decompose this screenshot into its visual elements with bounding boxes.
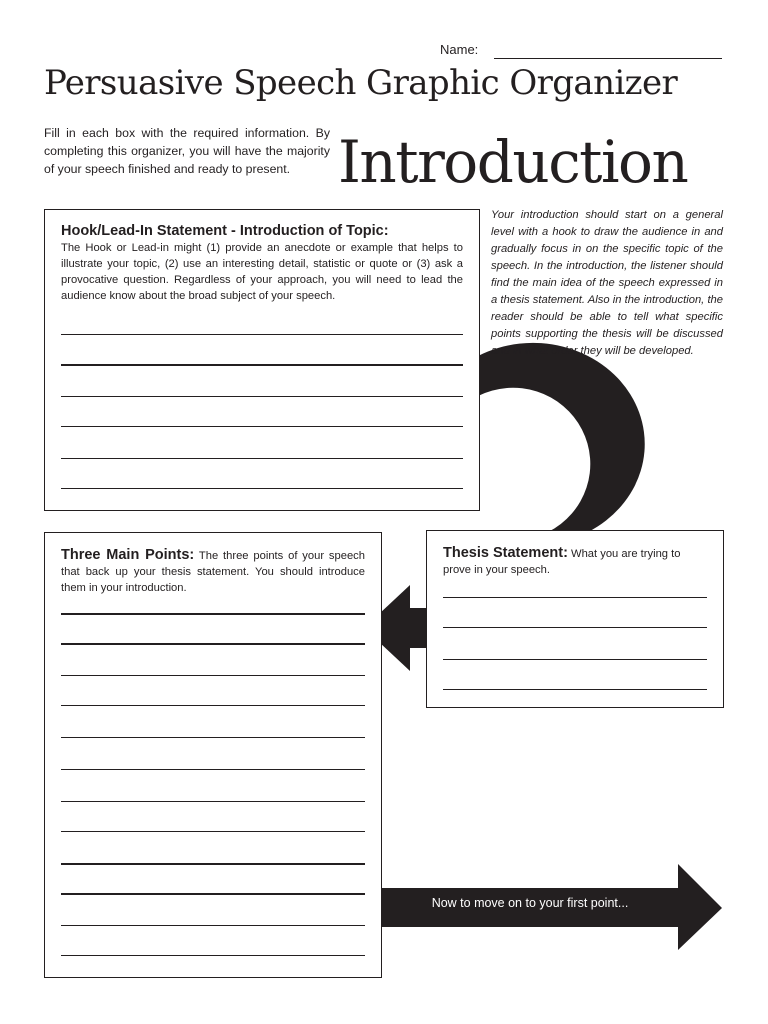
writing-line[interactable] xyxy=(61,613,365,615)
curved-connector-arrow xyxy=(478,343,645,532)
writing-line[interactable] xyxy=(61,488,463,489)
writing-line[interactable] xyxy=(61,334,463,335)
writing-line[interactable] xyxy=(61,396,463,397)
writing-line[interactable] xyxy=(61,863,365,865)
writing-line[interactable] xyxy=(61,675,365,676)
name-label: Name: xyxy=(440,42,479,57)
thesis-statement-box xyxy=(426,530,724,708)
writing-line[interactable] xyxy=(443,689,707,690)
writing-line[interactable] xyxy=(61,769,365,770)
main-points-title: Three Main Points: xyxy=(61,547,195,563)
main-points-writing-lines[interactable] xyxy=(61,533,365,977)
section-heading: Introduction xyxy=(338,128,688,196)
hook-box-title: Hook/Lead-In Statement - Introduction of Topic: xyxy=(61,223,389,239)
thesis-description: What you are trying to prove in your speech. xyxy=(443,548,681,576)
writing-line[interactable] xyxy=(61,643,365,645)
writing-line[interactable] xyxy=(61,737,365,738)
writing-line[interactable] xyxy=(61,893,365,895)
thesis-writing-lines[interactable] xyxy=(443,531,707,707)
three-main-points-box xyxy=(44,532,382,978)
next-point-arrow-label: Now to move on to your first point... xyxy=(431,896,629,910)
writing-line[interactable] xyxy=(61,925,365,926)
hook-box-description: The Hook or Lead-in might (1) provide an anecdote or example that helps to illustrate your topic, (2) use an interesting detail, statistic or quote or (3) ask a provocative question. Regardless of your approach, you will need to lead the audience know about the broad subject of your speech. xyxy=(61,242,463,302)
thesis-title: Thesis Statement: xyxy=(443,545,568,561)
writing-line[interactable] xyxy=(61,705,365,706)
writing-line[interactable] xyxy=(443,627,707,628)
hook-writing-lines[interactable] xyxy=(61,210,463,510)
writing-line[interactable] xyxy=(61,364,463,366)
writing-line[interactable] xyxy=(61,955,365,956)
hook-lead-in-box xyxy=(44,209,480,511)
writing-line[interactable] xyxy=(61,426,463,427)
introduction-guidance-note: Your introduction should start on a general level with a hook to draw the audience in and gradually focus in on the specific topic of the speech. In the introduction, the listener should find the main idea of the speech expressed in a thesis statement. Also in the introduction, the reader should be able to tell what specific points supporting the thesis will be discussed and in what order they will be developed. xyxy=(491,209,723,357)
writing-line[interactable] xyxy=(443,659,707,660)
page-title: Persuasive Speech Graphic Organizer xyxy=(44,63,678,103)
main-points-description: The three points of your speech that back up your thesis statement. You should introduce them in your introduction. xyxy=(61,550,366,594)
writing-line[interactable] xyxy=(61,458,463,459)
writing-line[interactable] xyxy=(443,597,707,598)
writing-line[interactable] xyxy=(61,831,365,832)
instructions-text: Fill in each box with the required information. By completing this organizer, you will have the majority of your speech finished and ready to present. xyxy=(44,126,330,176)
name-field-line[interactable] xyxy=(494,58,722,59)
writing-line[interactable] xyxy=(61,801,365,802)
